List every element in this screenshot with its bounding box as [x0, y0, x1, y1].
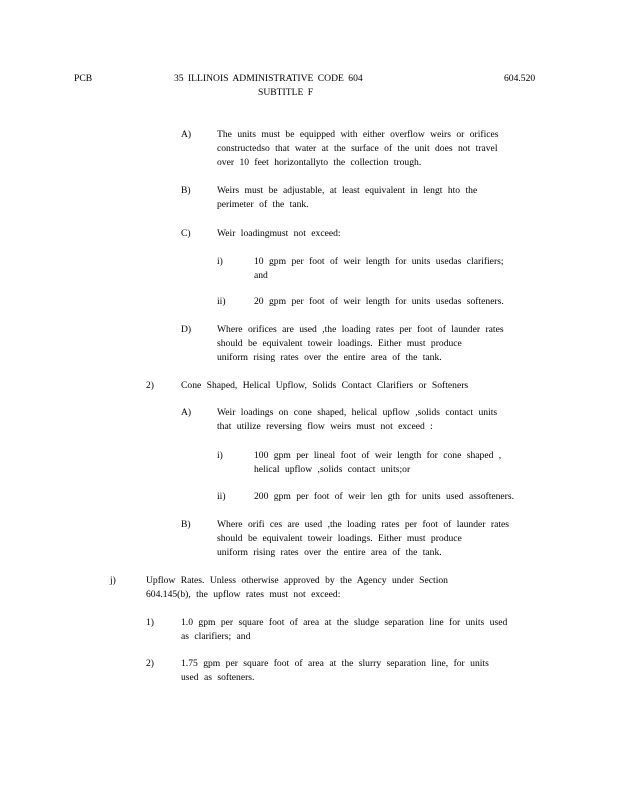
item-text [217, 406, 497, 434]
text-line: over 10 feet horizontallyto the collection trough. [217, 157, 422, 168]
item-label: B) [181, 519, 191, 530]
item-text [181, 379, 468, 393]
text-line: perimeter of the tank. [217, 199, 309, 210]
item-text [254, 490, 514, 504]
text-line: Where orifices are used ,the loading rates per foot of launder rates [217, 324, 504, 335]
text-line: Weir loadingmust not exceed: [217, 228, 341, 239]
item-label: i) [217, 256, 223, 267]
text-line: and [254, 270, 268, 281]
text-line: Where orifi ces are used ,the loading rates per foot of launder rates [217, 519, 509, 530]
item-label: j) [110, 575, 116, 586]
text-line: as clarifiers; and [181, 631, 251, 642]
text-line: Weirs must be adjustable, at least equivalent in lengt hto the [217, 185, 478, 196]
item-label: ii) [217, 491, 226, 502]
text-line: Weir loadings on cone shaped, helical upflow ,solids contact units [217, 407, 498, 418]
item-label: B) [181, 185, 191, 196]
text-line: uniform rising rates over the entire area of the tank. [217, 352, 442, 363]
text-line: used as softeners. [181, 672, 255, 683]
item-text [217, 184, 477, 212]
header-right: 604.520 [504, 73, 536, 84]
item-label: A) [181, 407, 192, 418]
item-text [217, 518, 509, 560]
item-text [217, 128, 499, 170]
text-line: 20 gpm per foot of weir length for units usedas softeners. [254, 296, 504, 307]
text-line: 604.145(b), the upflow rates must not exceed: [146, 589, 341, 600]
text-line: 200 gpm per foot of weir len gth for units used assofteners. [254, 491, 515, 502]
item-text [217, 227, 341, 241]
header-left: PCB [74, 73, 93, 84]
text-line: constructedso that water at the surface of the unit does not travel [217, 143, 498, 154]
text-line: uniform rising rates over the entire area of the tank. [217, 547, 442, 558]
text-line: Cone Shaped, Helical Upflow, Solids Contact Clarifiers or Softeners [181, 380, 469, 391]
item-label: C) [181, 228, 191, 239]
text-line: Upflow Rates. Unless otherwise approved by the Agency under Section [146, 575, 448, 586]
text-line: 1.0 gpm per square foot of area at the sludge separation line for units used [181, 617, 508, 628]
item-label: ii) [217, 296, 226, 307]
item-text [146, 574, 448, 602]
text-line: that utilize reversing flow weirs must not exceed : [217, 421, 433, 432]
item-text [254, 255, 504, 283]
text-line: 100 gpm per lineal foot of weir length for cone shaped , [254, 450, 502, 461]
item-label: A) [181, 129, 192, 140]
item-text [181, 657, 489, 685]
text-line: helical upflow ,solids contact units;or [254, 464, 411, 475]
item-label: D) [181, 324, 192, 335]
item-label: i) [217, 450, 223, 461]
text-line: should be equivalent toweir loadings. Either must produce [217, 338, 462, 349]
item-label: 2) [146, 380, 154, 391]
item-text [181, 616, 507, 644]
item-text [254, 449, 501, 477]
item-label: 1) [146, 617, 154, 628]
text-line: should be equivalent toweir loadings. Either must produce [217, 533, 462, 544]
header-center-line1: 35 ILLINOIS ADMINISTRATIVE CODE 604 [174, 73, 363, 84]
text-line: The units must be equipped with either overflow weirs or orifices [217, 129, 499, 140]
header-center-line2: SUBTITLE F [258, 87, 314, 98]
text-line: 10 gpm per foot of weir length for units usedas clarifiers; [254, 256, 504, 267]
item-text [254, 295, 504, 309]
text-line: 1.75 gpm per square foot of area at the slurry separation line, for units [181, 658, 489, 669]
item-text [217, 323, 504, 365]
item-label: 2) [146, 658, 154, 669]
